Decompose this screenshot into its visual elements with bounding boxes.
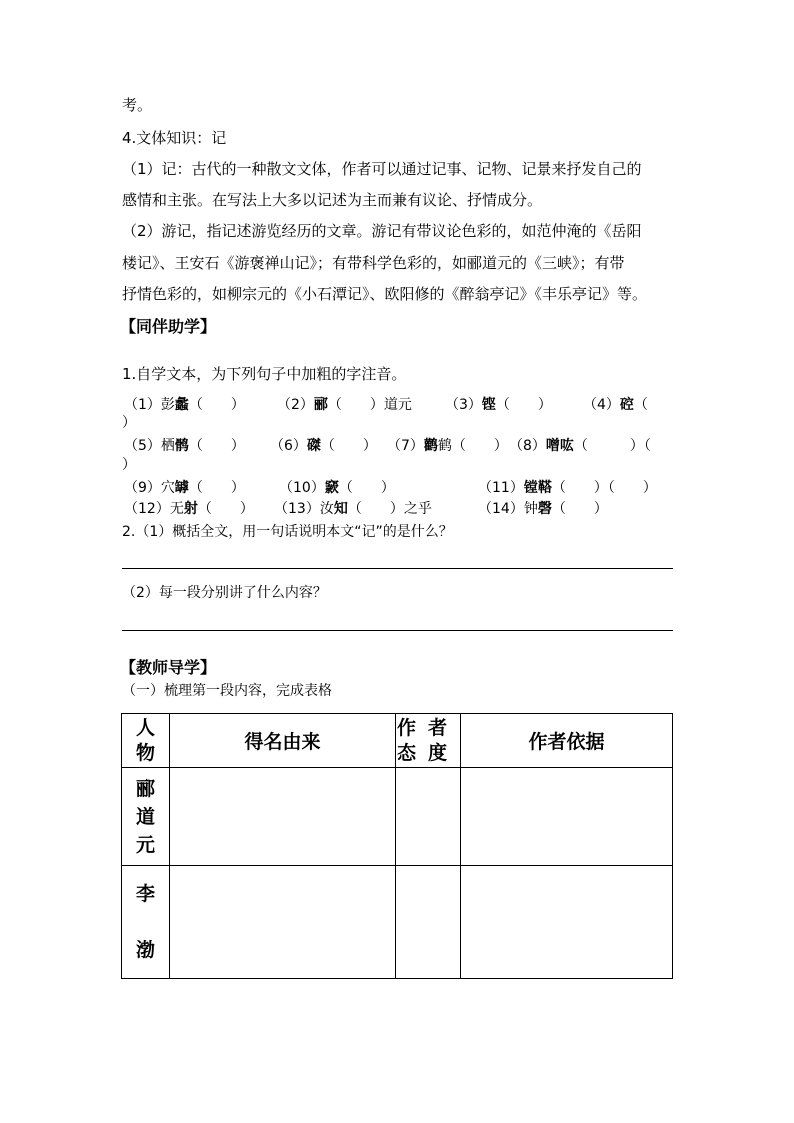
peer-help-heading: 【同伴助学】 — [120, 317, 217, 336]
pinyin-item-8: （8）噌吰（ ）（ — [509, 438, 651, 454]
table-header-row — [122, 714, 673, 768]
teacher-subheading: （一）梳理第一段内容，完成表格 — [122, 683, 332, 699]
question-2-2: （2）每一段分别讲了什么内容？ — [122, 585, 327, 601]
pinyin-item-6: （6）磔（ ） — [270, 438, 377, 454]
pinyin-item-10: （10）窾（ ） — [279, 480, 395, 496]
question-2-1: 2.（1）概括全文，用一句话说明本文“记”的是什么？ — [122, 524, 453, 540]
name-origin-cell[interactable] — [170, 768, 396, 866]
travelogue-line-1: （2）游记，指记述游览经历的文章。游记有带议论色彩的，如范仲淹的《岳阳 — [122, 222, 642, 240]
basis-cell[interactable] — [461, 768, 673, 866]
pinyin-item-3: （3）铿（ ） — [445, 397, 552, 413]
answer-line-1[interactable] — [122, 568, 673, 569]
name-origin-cell[interactable] — [170, 866, 396, 979]
continued-text: 考。 — [122, 96, 153, 114]
pinyin-item-12: （12）无射（ ） — [124, 501, 254, 517]
person-cell: 郦 道 元 — [122, 768, 170, 866]
header-name-origin: 得名由来 — [170, 714, 396, 768]
basis-cell[interactable] — [461, 866, 673, 979]
wrapped-paren-2: ） — [122, 457, 136, 473]
person-cell: 李 渤 — [122, 866, 170, 979]
travelogue-line-2: 楼记》、王安石《游褒禅山记》；有带科学色彩的，如郦道元的《三峡》；有带 — [122, 254, 625, 272]
pinyin-item-14: （14）钟磬（ ） — [478, 501, 608, 517]
genre-knowledge-title: 4.文体知识：记 — [122, 129, 227, 147]
teacher-guide-heading: 【教师导学】 — [120, 658, 217, 677]
travelogue-line-3: 抒情色彩的，如柳宗元的《小石潭记》、欧阳修的《醉翁亭记》《丰乐亭记》等。 — [122, 285, 648, 303]
header-author-basis: 作者依据 — [461, 714, 673, 768]
header-person: 人 物 — [122, 714, 170, 768]
definition-line-1: （1）记：古代的一种散文文体，作者可以通过记事、记物、记景来抒发自己的 — [122, 160, 642, 178]
definition-line-2: 感情和主张。在写法上大多以记述为主而兼有议论、抒情成分。 — [122, 191, 543, 209]
pinyin-item-5: （5）栖鹘（ ） — [124, 438, 245, 454]
pinyin-item-2: （2）郦（ ）道元 — [277, 397, 412, 413]
pinyin-item-7: （7）鹳鹤（ ） — [387, 438, 508, 454]
header-author-attitude: 作者 态度 — [396, 714, 461, 768]
attitude-cell[interactable] — [396, 866, 461, 979]
table-row — [122, 866, 673, 979]
answer-line-2[interactable] — [122, 630, 673, 631]
pinyin-item-13: （13）汝知（ ）之乎 — [274, 501, 432, 517]
pinyin-item-4: （4）硿（ — [583, 397, 648, 413]
question-1: 1.自学文本，为下列句子中加粗的字注音。 — [122, 365, 407, 383]
attitude-cell[interactable] — [396, 768, 461, 866]
organize-table — [121, 713, 673, 979]
pinyin-item-11: （11）镗鞳（ ）（ ） — [478, 480, 657, 496]
wrapped-paren: ） — [122, 415, 136, 431]
pinyin-item-1: （1）彭蠡（ ） — [124, 397, 245, 413]
pinyin-item-9: （9）穴罅（ ） — [124, 480, 245, 496]
table-row — [122, 768, 673, 866]
